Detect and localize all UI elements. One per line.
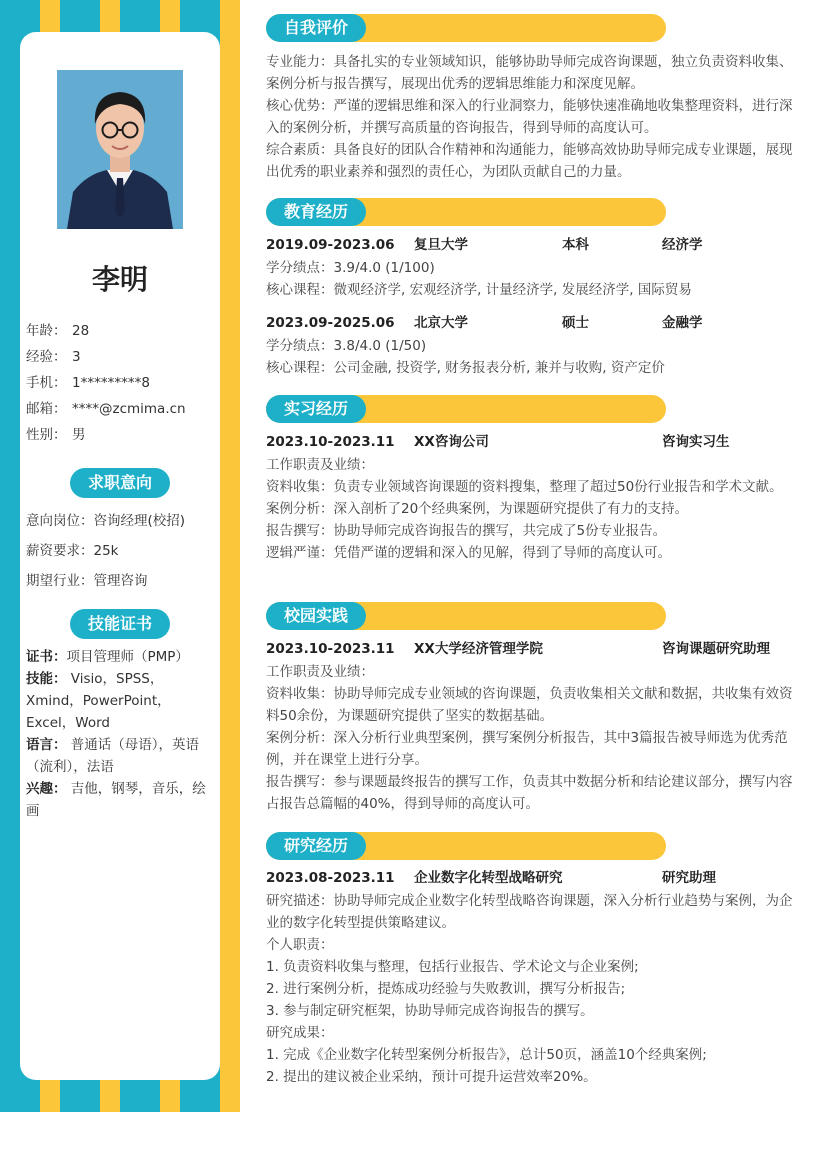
info-row-email: 邮箱： ****@zcmima.cn	[26, 401, 186, 417]
internship-entry	[266, 430, 800, 564]
candidate-name: 李明	[91, 263, 148, 296]
section-internship	[266, 395, 666, 425]
entry-line: 核心课程：公司金融, 投资学, 财务报表分析, 兼并与收购, 资产定价	[266, 360, 665, 376]
entry-line: 案例分析：深入剖析了20个经典案例，为课题研究提供了有力的支持。	[266, 501, 689, 517]
profile-photo	[57, 70, 183, 229]
education-entry	[266, 311, 800, 379]
entry-line: 研究成果：	[266, 1025, 334, 1041]
entry-line: 2. 提出的建议被企业采纳，预计可提升运营效率20%。	[266, 1069, 597, 1085]
skills-list	[26, 646, 216, 822]
self-eval-body	[266, 51, 800, 183]
entry-line: 学分绩点：3.9/4.0 (1/100)	[266, 260, 435, 276]
info-row-phone: 手机： 1*********8	[26, 375, 150, 391]
section-campus	[266, 602, 666, 632]
education-entry	[266, 233, 800, 301]
paragraph: 专业能力：具备扎实的专业领域知识，能够协助导师完成咨询课题，独立负责资料收集、案例分析与报告撰写，展现出优秀的逻辑思维能力和深度见解。	[266, 54, 793, 92]
entry-line: 1. 完成《企业数字化转型案例分析报告》，总计50页，涵盖10个经典案例;	[266, 1047, 707, 1063]
skills-heading: 技能证书	[70, 609, 170, 639]
section-education	[266, 198, 666, 228]
skill-tools: 技能： Visio，SPSS，Xmind，PowerPoint，Excel，Word	[26, 671, 171, 731]
entry-line: 工作职责及业绩：	[266, 457, 374, 473]
section-self-eval	[266, 14, 666, 44]
entry-header: 2023.09-2025.06 北京大学 硕士 金融学	[266, 315, 703, 331]
entry-line: 资料收集：负责专业领域咨询课题的资料搜集，整理了超过50份行业报告和学术文献。	[266, 479, 783, 495]
entry-header: 2023.10-2023.11 XX咨询公司 咨询实习生	[266, 434, 730, 450]
intent-row-industry: 期望行业：管理咨询	[26, 573, 148, 589]
research-entry	[266, 866, 800, 1088]
personal-info	[26, 318, 186, 448]
skill-interests: 兴趣： 吉他，钢琴，音乐，绘画	[26, 781, 206, 819]
campus-entry	[266, 637, 800, 815]
entry-line: 资料收集：协助导师完成专业领域的咨询课题，负责收集相关文献和数据，共收集有效资料50余份，为课题研究提供了坚实的数据基础。	[266, 686, 793, 724]
sidebar	[0, 0, 240, 1112]
section-title: 教育经历	[266, 198, 366, 226]
entry-header: 2019.09-2023.06 复旦大学 本科 经济学	[266, 237, 703, 253]
intent-row-position: 意向岗位：咨询经理(校招)	[26, 513, 186, 529]
entry-line: 3. 参与制定研究框架，协助导师完成咨询报告的撰写。	[266, 1003, 594, 1019]
entry-header: 2023.08-2023.11 企业数字化转型战略研究 研究助理	[266, 870, 716, 886]
skill-certificate: 证书：项目管理师（PMP）	[26, 649, 189, 665]
entry-line: 1. 负责资料收集与整理，包括行业报告、学术论文与企业案例;	[266, 959, 639, 975]
entry-line: 核心课程：微观经济学, 宏观经济学, 计量经济学, 发展经济学, 国际贸易	[266, 282, 692, 298]
entry-line: 2. 进行案例分析，提炼成功经验与失败教训，撰写分析报告;	[266, 981, 626, 997]
skill-languages: 语言： 普通话（母语），英语（流利），法语	[26, 737, 200, 775]
entry-line: 报告撰写：协助导师完成咨询报告的撰写，共完成了5份专业报告。	[266, 523, 667, 539]
section-title: 实习经历	[266, 395, 366, 423]
section-research	[266, 832, 666, 862]
entry-line: 报告撰写：参与课题最终报告的撰写工作，负责其中数据分析和结论建议部分，撰写内容占报告总篇幅的40%，得到导师的高度认可。	[266, 774, 793, 812]
paragraph: 综合素质：具备良好的团队合作精神和沟通能力，能够高效协助导师完成专业课题，展现出优秀的职业素养和强烈的责任心，为团队贡献自己的力量。	[266, 142, 793, 180]
profile-card	[20, 32, 220, 1080]
entry-line: 逻辑严谨：凭借严谨的逻辑和深入的见解，得到了导师的高度认可。	[266, 545, 671, 561]
info-row-experience: 经验： 3	[26, 349, 81, 365]
job-intent	[26, 506, 185, 596]
entry-header: 2023.10-2023.11 XX大学经济管理学院 咨询课题研究助理	[266, 641, 770, 657]
paragraph: 核心优势：严谨的逻辑思维和深入的行业洞察力，能够快速准确地收集整理资料，进行深入的案例分析，并撰写高质量的咨询报告，得到导师的高度认可。	[266, 98, 793, 136]
entry-line: 工作职责及业绩：	[266, 664, 374, 680]
entry-line: 学分绩点：3.8/4.0 (1/50)	[266, 338, 427, 354]
job-intent-heading: 求职意向	[70, 468, 170, 498]
section-title: 自我评价	[266, 14, 366, 42]
entry-line: 个人职责：	[266, 937, 334, 953]
intent-row-salary: 薪资要求：25k	[26, 543, 119, 559]
avatar-portrait	[57, 70, 183, 229]
section-title: 研究经历	[266, 832, 366, 860]
info-row-age: 年龄： 28	[26, 323, 90, 339]
section-title: 校园实践	[266, 602, 366, 630]
info-row-gender: 性别： 男	[26, 427, 86, 443]
entry-line: 研究描述：协助导师完成企业数字化转型战略咨询课题，深入分析行业趋势与案例，为企业的数字化转型提供策略建议。	[266, 893, 793, 931]
entry-line: 案例分析：深入分析行业典型案例，撰写案例分析报告，其中3篇报告被导师选为优秀范例，并在课堂上进行分享。	[266, 730, 788, 768]
